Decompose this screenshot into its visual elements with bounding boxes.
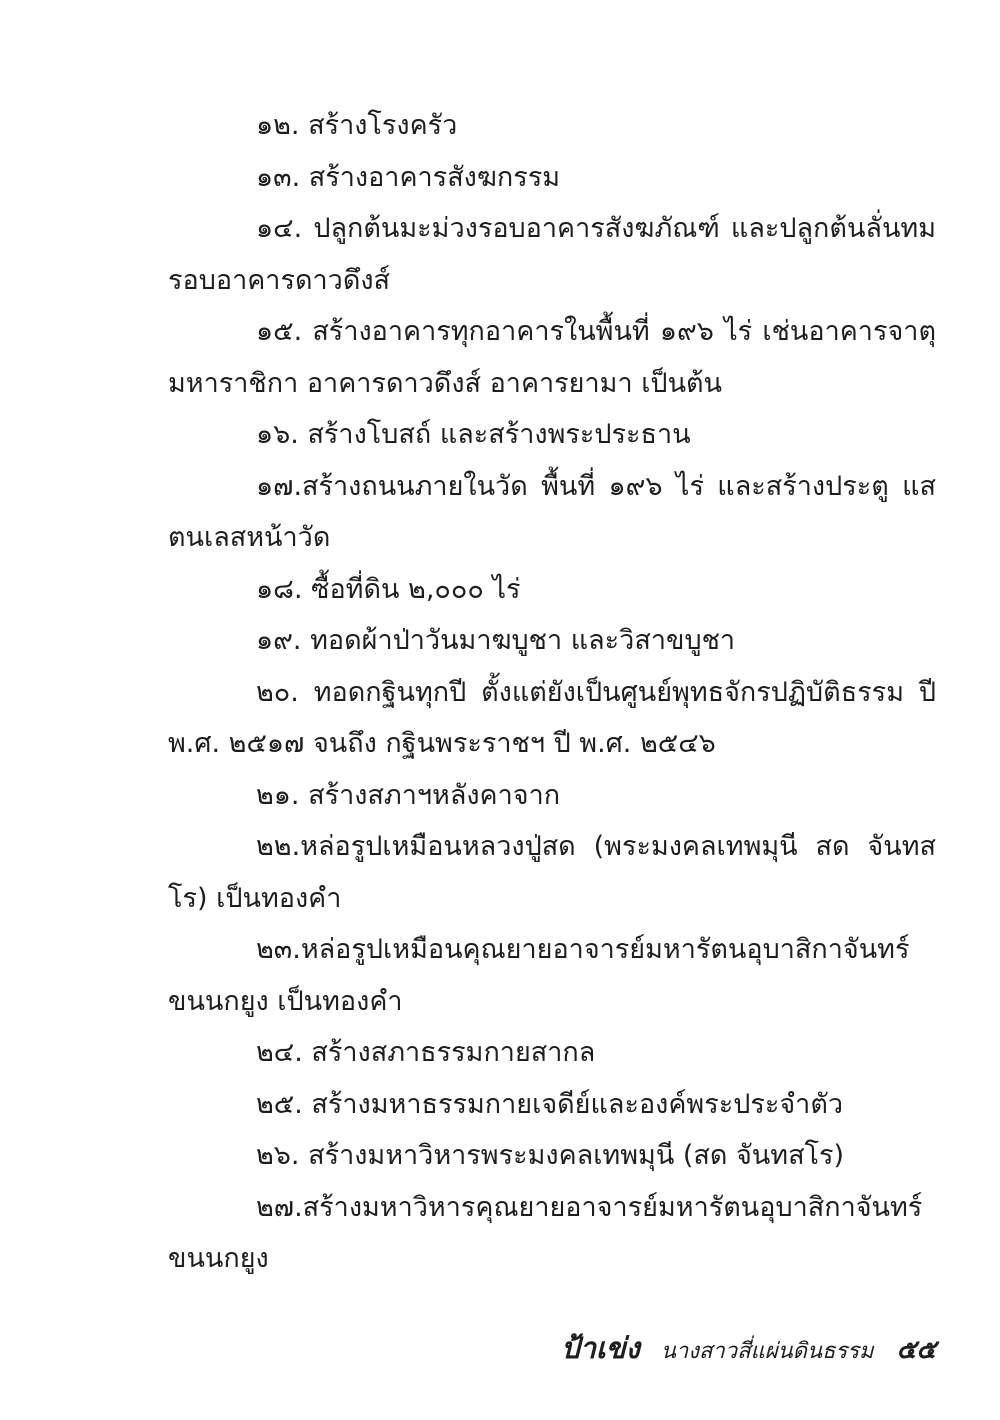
list-item: ๑๒. สร้างโรงครัว <box>256 110 458 141</box>
list-item: ๑๙. ทอดผ้าป่าวันมาฆบูชา และวิสาขบูชา <box>256 625 736 656</box>
list-item: ๑๖. สร้างโบสถ์ และสร้างพระประธาน <box>256 419 691 450</box>
body-text <box>168 100 936 1285</box>
list-item: ๒๓.หล่อรูปเหมือนคุณยายอาจารย์มหารัตนอุบาสิกาจันทร์ ขนนกยูง เป็นทองคำ <box>168 934 910 1017</box>
list-item: ๒๕. สร้างมหาธรรมกายเจดีย์และองค์พระประจำตัว <box>256 1088 844 1120</box>
list-item: ๒๗.สร้างมหาวิหารคุณยายอาจารย์มหารัตนอุบาสิกาจันทร์ ขนนกยูง <box>168 1191 923 1274</box>
list-item: ๑๘. ซื้อที่ดิน ๒,๐๐๐ ไร่ <box>256 573 521 605</box>
list-item: ๒๐. ทอดกฐินทุกปี ตั้งแต่ยังเป็นศูนย์พุทธจักรปฏิบัติธรรม ปี พ.ศ. ๒๕๑๗ จนถึง กฐินพระราชฯ ปี พ.ศ. ๒๕๔๖ <box>168 676 936 759</box>
list-item: ๑๓. สร้างอาคารสังฆกรรม <box>256 161 561 193</box>
page-footer <box>561 1325 936 1371</box>
list-item: ๑๕. สร้างอาคารทุกอาคารในพื้นที่ ๑๙๖ ไร่ เช่นอาคารจาตุ มหาราชิกา อาคารดาวดึงส์ อาคารยามา เป็นต้น <box>168 316 936 399</box>
page-number: ๕๕ <box>896 1335 936 1365</box>
list-item: ๒๒.หล่อรูปเหมือนหลวงปู่สด (พระมงคลเทพมุนี สด จันทสโร) เป็นทองคำ <box>168 831 936 914</box>
list-item: ๒๖. สร้างมหาวิหารพระมงคลเทพมุนี (สด จันทสโร) <box>256 1140 845 1171</box>
list-item: ๒๑. สร้างสภาฯหลังคาจาก <box>256 779 561 811</box>
list-item: ๑๔. ปลูกต้นมะม่วงรอบอาคารสังฆภัณฑ์ และปลูกต้นลั่นทม รอบอาคารดาวดึงส์ <box>168 213 936 296</box>
footer-brand: ป้าเข่ง <box>561 1331 640 1365</box>
footer-subtitle: นางสาวสี่แผ่นดินธรรม <box>660 1339 874 1364</box>
list-item: ๑๗.สร้างถนนภายในวัด พื้นที่ ๑๙๖ ไร่ และสร้างประตู แสตนเลสหน้าวัด <box>168 470 936 553</box>
list-item: ๒๔. สร้างสภาธรรมกายสากล <box>256 1037 596 1068</box>
